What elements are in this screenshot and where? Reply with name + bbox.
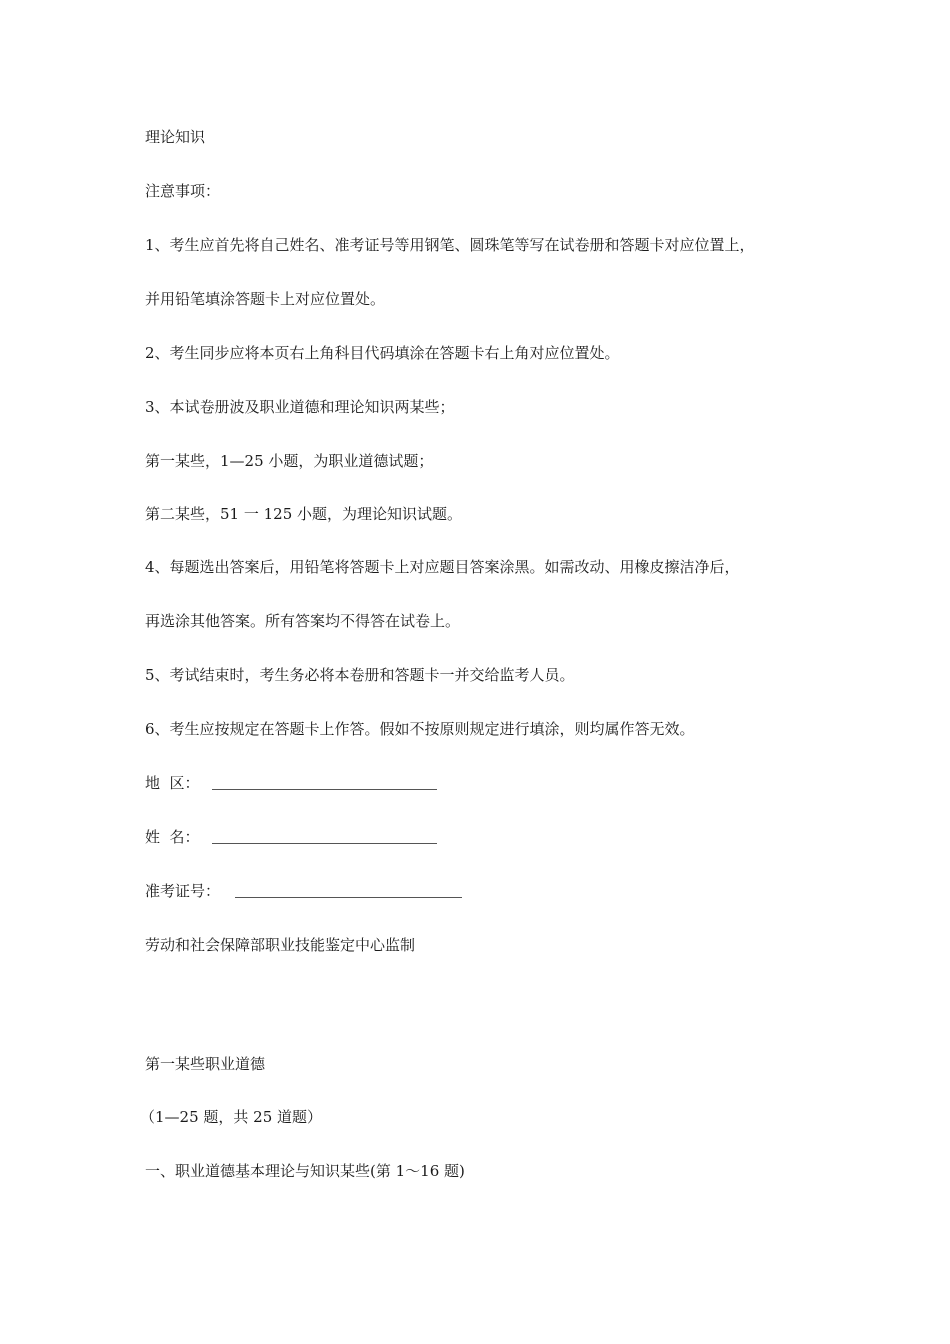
notice-heading: 注意事项： <box>145 182 221 200</box>
exam-id-label: 准考证号： <box>145 882 221 900</box>
notice-item: 4、每题选出答案后，用铅笔将答题卡上对应题目答案涂黑。如需改动、用橡皮擦洁净后， <box>145 558 740 576</box>
notice-item: 第一某些，1—25 小题，为职业道德试题； <box>145 452 434 470</box>
part1-range: （1—25 题，共 25 道题） <box>140 1108 323 1126</box>
notice-item: 5、考试结束时，考生务必将本卷册和答题卡一并交给监考人员。 <box>145 666 575 684</box>
name-blank[interactable] <box>212 843 437 844</box>
notice-item: 6、考生应按规定在答题卡上作答。假如不按原则规定进行填涂，则均属作答无效。 <box>145 720 695 738</box>
part1-title: 第一某些职业道德 <box>145 1055 266 1073</box>
supervisor-line: 劳动和社会保障部职业技能鉴定中心监制 <box>145 936 416 954</box>
section1-title: 一、职业道德基本理论与知识某些(第 1～16 题) <box>145 1162 465 1180</box>
exam-id-blank[interactable] <box>235 897 462 898</box>
notice-item: 并用铅笔填涂答题卡上对应位置处。 <box>145 290 386 308</box>
region-label: 地 区： <box>145 774 200 792</box>
name-field-row <box>145 827 200 847</box>
notice-item: 2、考生同步应将本页右上角科目代码填涂在答题卡右上角对应位置处。 <box>145 344 620 362</box>
name-label: 姓 名： <box>145 828 200 846</box>
notice-item: 3、本试卷册波及职业道德和理论知识两某些； <box>145 398 455 416</box>
notice-item: 1、考生应首先将自己姓名、准考证号等用钢笔、圆珠笔等写在试卷册和答题卡对应位置上， <box>145 236 755 254</box>
notice-item: 再选涂其他答案。所有答案均不得答在试卷上。 <box>145 612 461 630</box>
region-blank[interactable] <box>212 789 437 790</box>
region-field-row <box>145 773 200 793</box>
notice-item: 第二某些，51 一 125 小题，为理论知识试题。 <box>145 505 463 523</box>
exam-id-field-row <box>145 881 220 901</box>
doc-title: 理论知识 <box>145 128 206 146</box>
